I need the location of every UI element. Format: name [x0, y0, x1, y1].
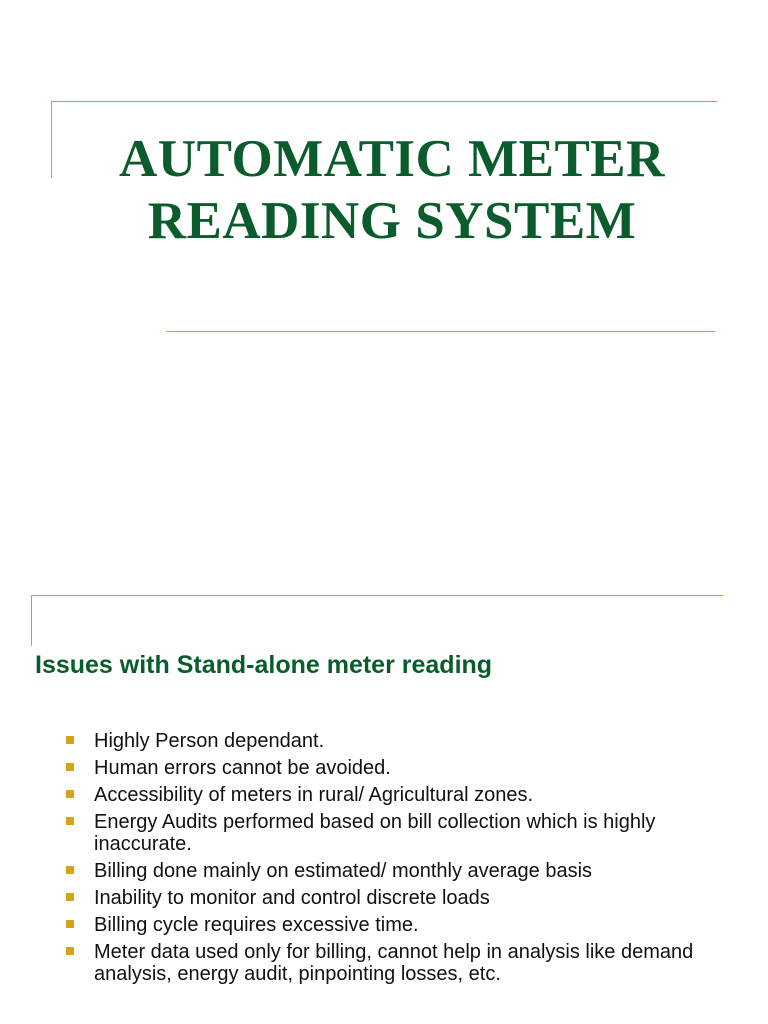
- bullet-item: [64, 811, 744, 855]
- bullet-item: [64, 860, 744, 882]
- bullet-text: Human errors cannot be avoided.: [94, 757, 391, 779]
- top-accent-line: [51, 101, 717, 102]
- bullet-text: Billing cycle requires excessive time.: [94, 914, 419, 936]
- bullet-item: [64, 914, 744, 936]
- square-bullet-icon: [66, 736, 74, 744]
- square-bullet-icon: [66, 763, 74, 771]
- title-line-1: AUTOMATIC METER: [119, 130, 665, 188]
- bullet-text: Billing done mainly on estimated/ monthly average basis: [94, 860, 593, 882]
- bullet-item: [64, 784, 744, 806]
- bullet-list: [64, 730, 744, 990]
- bottom-accent-line: [166, 331, 715, 332]
- square-bullet-icon: [66, 866, 74, 874]
- bullet-text: Highly Person dependant.: [94, 730, 325, 752]
- bullet-item: [64, 941, 744, 985]
- bullet-text: Inability to monitor and control discrete loads: [94, 887, 490, 909]
- bullet-item: [64, 887, 744, 909]
- bullet-text: Meter data used only for billing, cannot help in analysis like demand analysis, energy audit, pinpointing losses, etc.: [94, 941, 694, 985]
- square-bullet-icon: [66, 947, 74, 955]
- bullet-text: Energy Audits performed based on bill collection which is highly inaccurate.: [94, 811, 656, 855]
- square-bullet-icon: [66, 893, 74, 901]
- square-bullet-icon: [66, 920, 74, 928]
- bullet-item: [64, 730, 744, 752]
- square-bullet-icon: [66, 790, 74, 798]
- title-line-2: READING SYSTEM: [147, 192, 637, 250]
- bullet-text: Accessibility of meters in rural/ Agricultural zones.: [94, 784, 534, 806]
- slide-subtitle: Issues with Stand-alone meter reading: [35, 651, 493, 679]
- square-bullet-icon: [66, 817, 74, 825]
- left-accent-line: [51, 101, 52, 178]
- slide-title: [60, 128, 724, 252]
- top-accent-line: [31, 595, 723, 596]
- left-accent-line: [31, 595, 32, 646]
- content-slide: [0, 512, 768, 1024]
- bullet-item: [64, 757, 744, 779]
